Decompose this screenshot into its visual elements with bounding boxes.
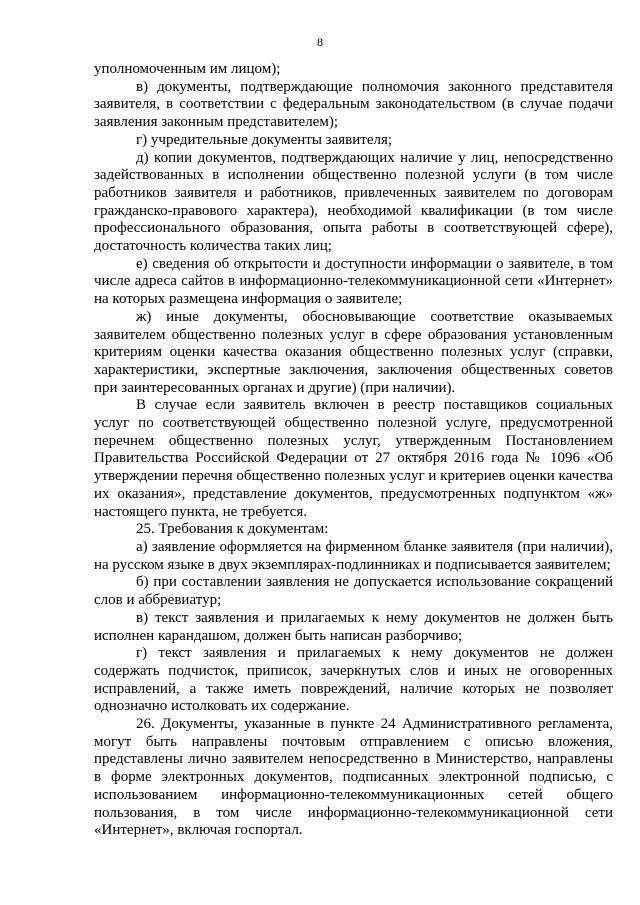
paragraph: уполномоченным им лицом); [94,61,281,77]
paragraph: 26. Документы, указанные в пункте 24 Административного регламента, могут быть направлены почтовым отправлением с описью вложения, представлены лично заявителем непосредственно в Министерство, направлены в форме электронных документов, подписанных электронной подписью, с использованием информационно-телекоммуникационных сетей общего пользования, в том числе информационно-телекоммуникационной сети «Интернет», включая госпортал. [94,716,613,839]
paragraph: а) заявление оформляется на фирменном бланке заявителя (при наличии), на русском языке в двух экземплярах-подлинниках и подписывается заявителем; [94,538,613,573]
paragraph: г) текст заявления и прилагаемых к нему документов не должен содержать подчисток, приписок, зачеркнутых слов и иных не оговоренных исправлений, а также иметь повреждений, наличие которых не позволяет однозначно истолковать их содержание. [94,645,613,715]
paragraph: б) при составлении заявления не допускается использование сокращений слов и аббревиатур; [94,574,613,609]
paragraph: в) документы, подтверждающие полномочия законного представителя заявителя, в соответствии с федеральным законодательством (в случае подачи заявления законным представителем); [94,78,613,131]
paragraph: 25. Требования к документам: [136,521,329,538]
paragraph: г) учредительные документы заявителя; [136,131,393,148]
paragraph: ж) иные документы, обосновывающие соответствие оказываемых заявителем общественно полезных услуг в сфере образования установленным критериям оценки качества оказания общественно полезных услуг (справки, характеристики, экспертные заключения, заключения общественных советов при заинтересованных органах и другие) (при наличии). [94,308,613,396]
paragraph: в) текст заявления и прилагаемых к нему документов не должен быть исполнен карандашом, должен быть написан разборчиво; [94,609,613,644]
paragraph: В случае если заявитель включен в реестр поставщиков социальных услуг по соответствующей общественно полезной услуге, предусмотренной перечнем общественно полезных услуг, утвержденным Постановлением Правительства Российской Федерации от 27 октября 2016 года № 1096 «Об утверждении перечня общественно полезных услуг и критериев оценки качества их оказания», представление документов, предусмотренных подпунктом «ж» настоящего пункта, не требуется. [94,397,613,520]
paragraph: е) сведения об открытости и доступности информации о заявителе, в том числе адреса сайтов в информационно-телекоммуникационной сети «Интернет» на которых размещена информация о заявителе; [94,255,613,308]
document-body [94,61,613,840]
page-number: 8 [317,35,323,49]
paragraph: д) копии документов, подтверждающих наличие у лиц, непосредственно задействованных в исполнении общественно полезной услуги (в том числе работников заявителя и работников, привлеченных заявителем по договорам гражданско-правового характера), необходимой квалификации (в том числе профессионального образования, опыта работы в соответствующей сфере), достаточность количества таких лиц; [94,149,613,255]
